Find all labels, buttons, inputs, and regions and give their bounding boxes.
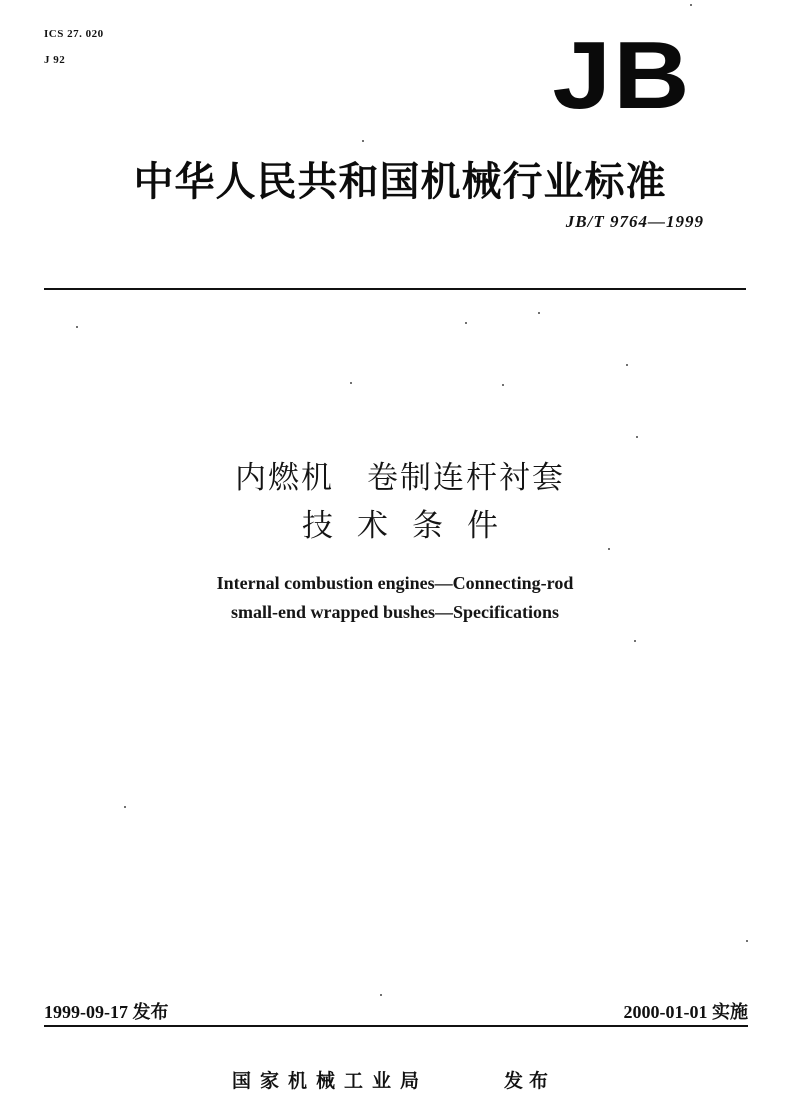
scan-speck — [350, 382, 352, 384]
classification-code: J 92 — [44, 54, 66, 66]
issuing-authority: 国家机械工业局 — [232, 1070, 429, 1092]
standard-number: JB/T 9764—1999 — [565, 212, 704, 231]
standard-title: 中华人民共和国机械行业标准 — [133, 159, 667, 205]
bottom-divider — [44, 1025, 748, 1027]
scan-speck — [636, 436, 638, 438]
ics-code: ICS 27. 020 — [44, 28, 104, 40]
scan-speck — [634, 640, 636, 642]
document-title-cn-line2: 技术条件 — [302, 508, 522, 544]
publish-label: 发布 — [504, 1070, 555, 1092]
scan-speck — [608, 548, 610, 550]
scan-speck — [502, 384, 504, 386]
scan-speck — [690, 4, 692, 6]
issue-date: 1999-09-17 发布 — [44, 1002, 169, 1022]
scan-speck — [465, 322, 467, 324]
scan-speck — [626, 364, 628, 366]
scan-speck — [124, 806, 126, 808]
document-title-cn-line1: 内燃机 卷制连杆衬套 — [235, 460, 565, 496]
top-divider — [44, 288, 746, 290]
implementation-date: 2000-01-01 实施 — [623, 1002, 748, 1022]
scan-speck — [746, 940, 748, 942]
scan-speck — [76, 326, 78, 328]
document-title-en-line2: small-end wrapped bushes—Specifications — [230, 602, 560, 622]
scan-speck — [380, 994, 382, 996]
jb-logo: JB — [552, 22, 692, 129]
scan-speck — [538, 312, 540, 314]
scan-speck — [362, 140, 364, 142]
document-title-en-line1: Internal combustion engines—Connecting-rod — [216, 573, 574, 593]
